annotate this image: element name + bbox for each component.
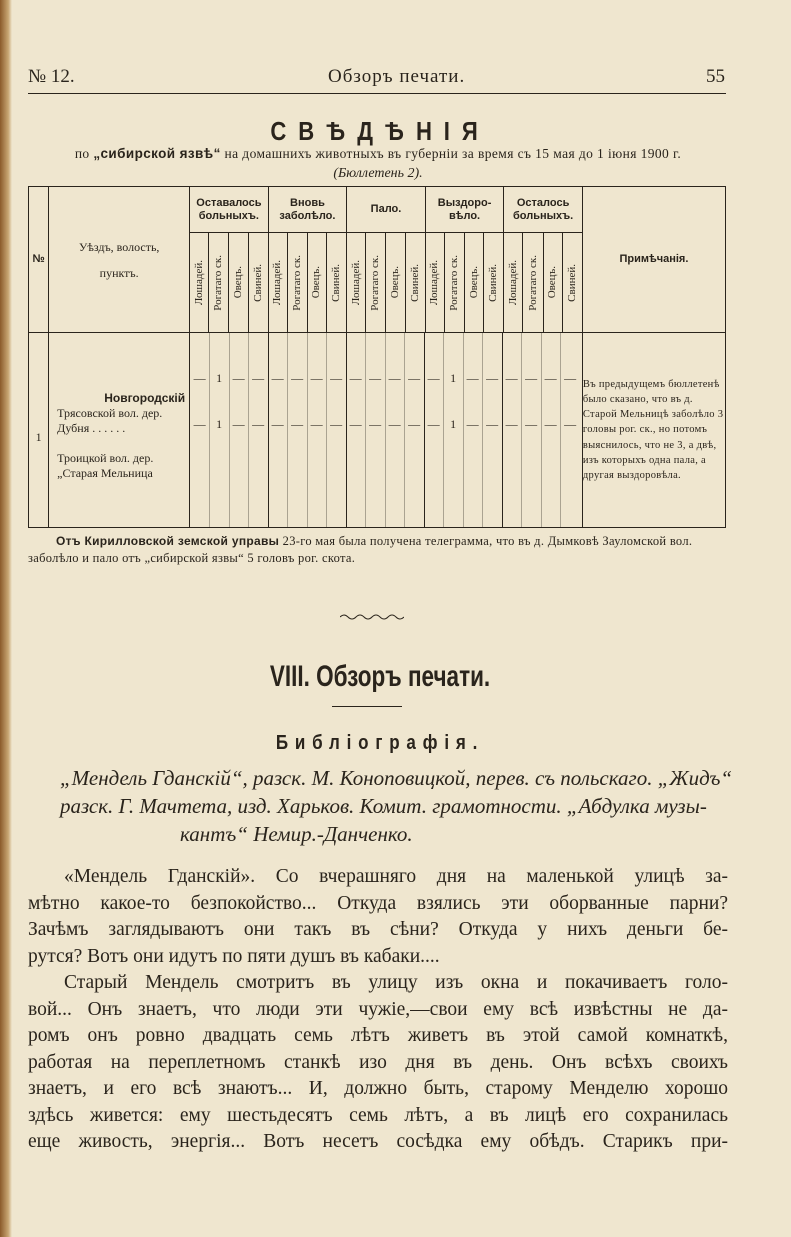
table-value: — bbox=[349, 371, 362, 385]
note-cell: Въ предыдущемъ бюллетенѣ было сказано, что въ д. Старой Мельницѣ заболѣло 3 головы рог. ск., но потомъ выяснилось, что не 3, а двѣ, изъ которыхъ одна пала, а другая выздоровѣла. bbox=[582, 333, 725, 528]
report-subtitle bbox=[28, 146, 728, 162]
running-header bbox=[28, 66, 725, 96]
body-line: работая на переплетномъ станкѣ изо дня въ день. Онъ всѣхъ своихъ bbox=[28, 1051, 728, 1073]
table-value: — bbox=[544, 371, 557, 385]
table-value: — bbox=[525, 417, 538, 431]
subcol-label: Свиней. bbox=[408, 263, 421, 302]
table-value: — bbox=[193, 417, 206, 431]
section-subtitle: Библіографія. bbox=[275, 732, 485, 754]
subcol-header bbox=[209, 233, 229, 333]
table-value: — bbox=[486, 371, 499, 385]
subcol-label: Рогатаго ск. bbox=[369, 254, 382, 311]
table-value: — bbox=[388, 417, 401, 431]
subcol-label: Лошадей. bbox=[192, 259, 205, 306]
group-header-recovered: Выздоро-вѣло. bbox=[425, 187, 504, 233]
table-value: — bbox=[427, 371, 440, 385]
subcol-label: Овецъ. bbox=[467, 266, 480, 299]
table-value: — bbox=[466, 417, 479, 431]
subcol-header bbox=[248, 233, 268, 333]
section-title: VIII. Обзоръ печати. bbox=[269, 660, 491, 693]
table-value: — bbox=[408, 417, 421, 431]
group-header-died: Пало. bbox=[347, 187, 426, 233]
col-number-header: № bbox=[29, 187, 49, 333]
table-value: — bbox=[525, 371, 538, 385]
subcol-label: Лошадей. bbox=[506, 259, 519, 306]
table-value: 1 bbox=[216, 371, 223, 385]
body-line: Зачѣмъ заглядываютъ они такъ въ сѣни? Откуда у нихъ деньги бе- bbox=[28, 919, 728, 940]
subcol-label: Рогатаго ск. bbox=[526, 254, 539, 311]
subcol-label: Свиней. bbox=[330, 263, 343, 302]
table-value: 1 bbox=[216, 417, 223, 431]
place-line: Троицкой вол. дер. bbox=[57, 451, 154, 465]
table-value: — bbox=[427, 417, 440, 431]
group-header-new: Вновь заболѣло. bbox=[268, 187, 347, 233]
section-rule bbox=[332, 706, 402, 707]
wave-divider-icon bbox=[340, 612, 404, 622]
footnote-bold: Отъ Кирилловской земской управы bbox=[56, 534, 280, 548]
ref-line: разск. Г. Мачтета, изд. Харьков. Комит. грамотности. „Абдулка музы- bbox=[60, 794, 707, 818]
place-spacer bbox=[57, 436, 185, 451]
report-title: СВѢДѢНІЯ bbox=[270, 116, 490, 146]
body-line: ромъ онъ ровно двадцать семь лѣтъ живетъ въ этой самой комнаткѣ, bbox=[28, 1025, 728, 1046]
subcol-label: Овецъ. bbox=[310, 266, 323, 299]
subtitle-bold: „сибирской язвѣ“ bbox=[93, 146, 221, 161]
body-line: еще живость, энергія... Вотъ несетъ сосѣдка ему обѣдъ. Старикъ при- bbox=[28, 1131, 728, 1152]
issue-number: № 12. bbox=[28, 66, 75, 87]
body-line: мѣтно какое-то безпокойство... Откуда взялись эти оборванные парни? bbox=[28, 892, 728, 914]
place-line: Трясовской вол. дер. bbox=[57, 406, 163, 420]
subcol-header bbox=[523, 233, 543, 333]
subcol-header bbox=[327, 233, 347, 333]
subcol-header bbox=[405, 233, 425, 333]
table-value: — bbox=[330, 417, 343, 431]
district-name: Новгородскій bbox=[104, 391, 186, 405]
footnote bbox=[28, 533, 728, 567]
subcol-header bbox=[504, 233, 523, 333]
table-value: — bbox=[486, 417, 499, 431]
table-value: — bbox=[232, 371, 245, 385]
col-place-header: Уѣздъ, волость, пунктъ. bbox=[49, 187, 190, 333]
table-value: — bbox=[232, 417, 245, 431]
body-line: Старый Мендель смотритъ въ улицу изъ окна и покачиваетъ голо- bbox=[64, 972, 728, 993]
subtitle-post: на домашнихъ животныхъ въ губерніи за время съ 15 мая до 1 іюня 1900 г. bbox=[224, 146, 682, 161]
subcol-label: Лошадей. bbox=[428, 259, 441, 306]
body-line: «Мендель Гданскій». Со вчерашняго дня на маленькой улицѣ за- bbox=[64, 866, 728, 887]
body-line: вой... Онъ знаетъ, что люди эти чужіе,—свои ему всѣ извѣстны не да- bbox=[28, 998, 728, 1020]
table-value: 1 bbox=[450, 371, 457, 385]
subcol-label: Овецъ. bbox=[389, 266, 402, 299]
table-value: — bbox=[466, 371, 479, 385]
anthrax-table bbox=[28, 186, 726, 528]
subcol-header bbox=[425, 233, 444, 333]
subcol-header bbox=[347, 233, 366, 333]
subcol-label: Рогатаго ск. bbox=[447, 254, 460, 311]
subcol-header bbox=[287, 233, 307, 333]
table-value: — bbox=[310, 417, 323, 431]
values-area bbox=[190, 333, 583, 528]
subcol-header bbox=[543, 233, 562, 333]
subcol-header bbox=[562, 233, 582, 333]
body-line: знаетъ, и его всѣ знаютъ... И, должно быть, старому Менделю хорошо bbox=[28, 1078, 728, 1099]
subcol-header bbox=[386, 233, 405, 333]
bibliography-refs bbox=[60, 764, 733, 848]
table-value: — bbox=[408, 371, 421, 385]
subcol-label: Свиней. bbox=[487, 263, 500, 302]
table-value: — bbox=[544, 417, 557, 431]
ref-line: „Мендель Гданскій“, разск. М. Коноповицкой, перев. съ польскаго. „Жидъ“ bbox=[60, 766, 733, 790]
group-header-remaining: Оставалось больныхъ. bbox=[190, 187, 269, 233]
subcol-label: Свиней. bbox=[565, 263, 578, 302]
subcol-header bbox=[465, 233, 484, 333]
subcol-label: Лошадей. bbox=[271, 259, 284, 306]
group-header-left-sick: Осталось больныхъ. bbox=[504, 187, 583, 233]
subcol-header bbox=[366, 233, 386, 333]
subcol-label: Овецъ. bbox=[231, 266, 244, 299]
bulletin-label: (Бюллетень 2). bbox=[333, 166, 423, 181]
subcol-label: Рогатаго ск. bbox=[290, 254, 303, 311]
subcol-label: Рогатаго ск. bbox=[212, 254, 225, 311]
table-value: — bbox=[564, 417, 577, 431]
table-value: — bbox=[291, 417, 304, 431]
table-value: — bbox=[564, 371, 577, 385]
table-value: — bbox=[330, 371, 343, 385]
subcol-header bbox=[268, 233, 287, 333]
body-line: здѣсь живется: ему шестьдесятъ семь лѣтъ, а въ лицѣ его сохранилась bbox=[28, 1104, 728, 1126]
header-rule bbox=[28, 93, 726, 94]
subcol-header bbox=[190, 233, 209, 333]
table-value: — bbox=[369, 371, 382, 385]
subcol-header bbox=[444, 233, 464, 333]
place-cell bbox=[49, 333, 190, 528]
table-value: — bbox=[193, 371, 206, 385]
subcol-header bbox=[484, 233, 504, 333]
subcol-header bbox=[229, 233, 248, 333]
subtitle-pre: по bbox=[74, 146, 90, 161]
subcol-header bbox=[307, 233, 326, 333]
col-notes-header: Примѣчанія. bbox=[582, 187, 725, 333]
ref-line: кантъ“ Немир.-Данченко. bbox=[180, 822, 413, 846]
table-value: — bbox=[349, 417, 362, 431]
table-value: — bbox=[271, 371, 284, 385]
footnote-text: 23-го мая была получена телеграмма, что въ д. Дымковѣ Зауломской вол. заболѣло и пало отъ „сибирской язвы“ 5 головъ рог. скота. bbox=[28, 534, 693, 565]
table-value: — bbox=[505, 417, 518, 431]
table-value: — bbox=[271, 417, 284, 431]
subcol-label: Овецъ. bbox=[546, 266, 559, 299]
table-value: — bbox=[505, 371, 518, 385]
table-value: — bbox=[252, 417, 265, 431]
table-value: — bbox=[310, 371, 323, 385]
table-value: — bbox=[369, 417, 382, 431]
place-line: Дубня . . . . . . bbox=[57, 421, 126, 435]
table-value: — bbox=[388, 371, 401, 385]
subcol-label: Лошадей. bbox=[349, 259, 362, 306]
row-number: 1 bbox=[29, 333, 49, 528]
table-value: — bbox=[291, 371, 304, 385]
place-line: „Старая Мельница bbox=[57, 466, 153, 480]
book-spine-edge bbox=[0, 0, 12, 1237]
running-title: Обзоръ печати. bbox=[328, 66, 466, 87]
page-number: 55 bbox=[706, 66, 725, 87]
body-line: рутся? Вотъ они идутъ по пяти душъ въ кабаки.... bbox=[28, 945, 440, 967]
table-value: — bbox=[252, 371, 265, 385]
body-text bbox=[28, 864, 728, 1156]
table-value: 1 bbox=[450, 417, 457, 431]
subcol-label: Свиней. bbox=[251, 263, 264, 302]
